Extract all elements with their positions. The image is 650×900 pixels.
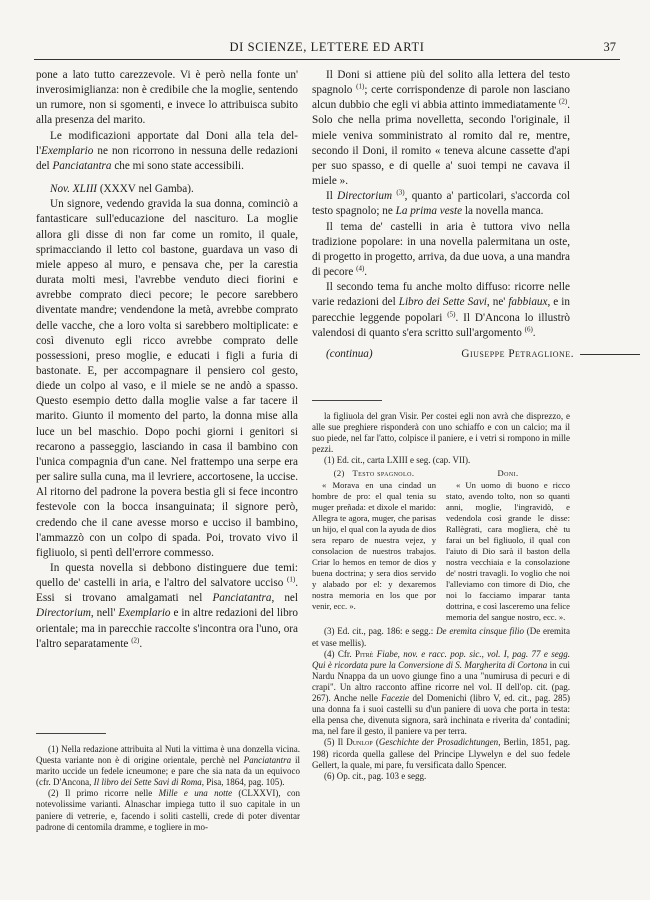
text-run-italic: fabbiaux xyxy=(508,296,548,309)
text-run: Il Doni si attiene più del solito alla lettera del testo spagnolo xyxy=(312,69,570,97)
text-run-italic: La prima veste xyxy=(395,205,463,218)
text-run-italic: Exemplario xyxy=(41,144,94,157)
left-column xyxy=(36,68,298,652)
text-run-italic: Fiabe, nov. e racc. pop. sic., vol. I, pag. 77 e segg. Qui è ricordata pure la xyxy=(312,648,570,670)
paragraph xyxy=(36,561,298,652)
right-footnotes xyxy=(312,400,570,782)
heading-doni: Doni. xyxy=(497,468,519,479)
text-run-italic: De eremita cinsque filio xyxy=(436,626,524,637)
paragraph xyxy=(36,129,298,174)
footnote-rule xyxy=(36,733,106,734)
text-run-italic: Geschichte der Prosadichtungen xyxy=(378,737,499,748)
text-run: . xyxy=(364,266,368,279)
text-run: . xyxy=(139,637,143,650)
footnote xyxy=(312,737,570,770)
text-run: Il secondo tema fu anche molto diffuso: ricorre nelle varie redazioni del xyxy=(312,281,570,309)
continua-note: (continua) xyxy=(326,347,373,360)
page-number: 37 xyxy=(603,40,616,54)
left-footnotes xyxy=(36,733,300,833)
doni-text-column xyxy=(446,468,570,623)
text-run-italic: Libro dei Sette Savi xyxy=(398,296,487,309)
text-run: in cui Nardu Nnappa da un uovo giunge fino a una "numirusa di pecuri e di crapi". Un altro racconto affine ricorre nel vol. II dell'op. cit. (pag. 267). Anche nelle xyxy=(312,659,571,704)
text-run: , Pisa, 1864, pag. 105). xyxy=(201,777,285,788)
parallel-columns xyxy=(312,468,570,623)
text-run-italic: Panciatantra xyxy=(243,755,292,766)
text-run-italic: Directorium xyxy=(337,190,393,203)
footnote-ref: (6) xyxy=(524,324,533,333)
spanish-quote: « Morava en una cindad un hombre de pro: el qual tenia su muger preñada: et dixole el marido: Allegra te agora, muger, che parisas un hijo, el qual con la ayuda de dios sera reparo de nuestra vejez, y consolacion de nuestros trabajos. Criar lo hemos en temor de dios y buena doctrina; y sera dios servido y alabado por el: y dexaremos nostra memoria en los que por venir, ecc. ». xyxy=(312,480,436,612)
paragraph xyxy=(312,280,570,341)
footnote xyxy=(36,744,300,788)
footnote-rule xyxy=(312,400,382,401)
text-run: Il tema de' castelli in aria è tuttora vivo nella tradizione popolare: in una novella palermitana un oste, di progetto in progetto, arriva, da due uova, a una mandra di pecore xyxy=(312,220,570,279)
paragraph: pone a lato tutto carezzevole. Vi è però nella fonte un' inverosimiglianza: non è credibile che la moglie, sentendo un rumore, non si sgomenti, e invece lo attribuisca subito alla presenza del marito. xyxy=(36,69,298,127)
running-header xyxy=(34,40,620,62)
text-run: In questa novella si debbono distinguere due temi: quello de' castelli in aria, e l'altro del salvatore ucciso xyxy=(36,562,298,590)
text-run: (1) Nella redazione attribuita al Nuti la vittima è una donzella vicina. Questa variante non è di origine orientale, perchè nel xyxy=(36,744,300,766)
text-run: ne non ricorrono in nessuna delle redazioni del xyxy=(36,144,298,172)
novella-number: Nov. XLIII xyxy=(50,183,98,196)
footnote-ref: (4) xyxy=(356,264,365,273)
text-run: . Solo che nella prima novelletta, secondo l'originale, il miele veniva somministrato al romito dal re, mentre, secondo il Doni, il romito « teneva alcune cassette d'api per suo spasso, e di quelle a' suoi tempi ne cavava il miele ». xyxy=(312,99,570,188)
text-run: , Berlin, 1851, pag. 198) ricorda quella gallese del Principe Llywelyn e del suo fedele Gellert, la quale, mi pare, fu versificata dallo Spencer. xyxy=(312,737,570,770)
footnote-ref: (1) xyxy=(356,82,365,91)
footnote: (1) Ed. cit., carta LXIII e seg. (cap. VII). xyxy=(324,455,471,466)
text-run: , quanto a' particolari, s'accorda col testo spagnolo; ne xyxy=(312,190,571,218)
running-title: DI SCIENZE, LETTERE ED ARTI xyxy=(229,40,425,54)
text-run-italic: Panciatantra xyxy=(52,159,112,172)
text-run: e in altre redazioni del libro orientale; ma in parecchie raccolte s'incontra ora l'uno, ora l'altro separatamente xyxy=(36,607,298,650)
text-run-smallcaps: Dunlop xyxy=(346,737,373,748)
text-run: , nel xyxy=(271,592,299,605)
text-run: (De eremita et vase mellis). xyxy=(312,626,570,648)
footnote-continuation: la figliuola del gran Visir. Per costei egli non avrà che disprezzo, e alle sue preghiere risponderà con uno schiaffo e con un calcio; ma il suo piede, nel far l'atto, colpisce il paniere, e i vetri si rompono in mille pezzi. xyxy=(312,411,570,455)
text-run: . Il D'Ancona lo illustrò valendosi di quanto s'era scritto sull'argomento xyxy=(312,311,571,339)
novella-reference: (XXXV nel Gamba). xyxy=(97,183,194,196)
paragraph xyxy=(312,189,570,219)
footnote xyxy=(36,788,300,832)
signature-row xyxy=(312,347,574,367)
footnote: (6) Op. cit., pag. 103 e segg. xyxy=(324,770,427,781)
footnote xyxy=(312,649,570,738)
text-run: il marito uccide un fedele icneumone; e pare che sia nata da un equivoco (cfr. D'Ancona, xyxy=(36,755,300,788)
footnote-ref: (5) xyxy=(447,309,456,318)
text-run: (CLXXVI), con notevolissime varianti. Alnaschar impiega tutto il suo capitale in un paniere di vetrerie, e, facendo i soliti castelli, crede di poter diventar padrone di centomila dramme, e togliere in mo- xyxy=(36,788,300,832)
footnote-ref: (1) xyxy=(287,575,296,584)
text-run-italic: Exemplario xyxy=(118,607,171,620)
text-run: Le modificazioni apportate dal Doni alla tela del-l' xyxy=(36,129,298,157)
author-signature: Giuseppe Petraglione. xyxy=(461,347,574,360)
text-run-italic: Directorium xyxy=(36,607,91,620)
text-run-italic: Panciatantra xyxy=(212,592,272,605)
text-run: Il xyxy=(326,190,338,203)
paragraph: Un signore, vedendo gravida la sua donna, cominciò a fantasticare sull'educazione del nascituro. La moglie allora gli disse di non far come un romito, il quale, sprimacciando il letto col bastone, guardava un vaso di miele appeso al muro, e pensava che, per la carestia durata molti mesi, l'avrebbe venduto dieci fiorini e avrebbe comprato dieci pecore; le pecore sarebbero diventate mandre; vendendone la metà, avrebbe comprato delle vacche, che a loro volta si sarebbero moltiplicate: e così divenuto egli ricco avrebbe comprato delle possessioni, preso moglie, e educati i figli a furia di bastonate. E, per accompagnare il pensiero col gesto, diede un colpo al vaso, e il miele se ne andò a spasso. Questo esempio detto dalla moglie valse a far tacere il marito. Giunto il momento del parto, la donna mise alla luce un bel maschio. Dopo pochi giorni i genitori si recarono a passeggio, lasciando in casa il bambino con l'unica compagnia d'un cane. Nel frattempo una serpe era per salire sulla cuna, ma il levriere, accortosene, la uccise. Al ritorno del padrone la povera bestia gli si fece incontro festevole con la bocca insanguinata; il signore però, credendo che il cane avesse morso e ucciso il bambino, l'ammazzò con un colpo di spada. Poi, trovato vivo il figliuolo, si pentì dell'errore commesso. xyxy=(36,198,298,559)
footnote-ref: (3) xyxy=(396,188,405,197)
text-run-italic: Facezie xyxy=(381,693,410,704)
text-run: (4) Cfr. xyxy=(324,648,355,659)
text-run: . Essi si trovano amalgamati nel xyxy=(36,577,298,605)
text-run: , e in parecchie leggende popolari xyxy=(312,296,570,324)
text-run: , nell' xyxy=(90,607,119,620)
text-run: ; certe corrispondenze di parole non lasciano alcun dubbio che egli vi abbia attinto immediatamente xyxy=(312,84,570,112)
text-run: , ne' xyxy=(486,296,509,309)
text-run-italic: Mille e una notte xyxy=(158,788,233,799)
text-run: la novella manca. xyxy=(462,205,544,218)
text-run-smallcaps: Pitrè xyxy=(354,648,374,659)
heading-spanish: Testo spagnolo. xyxy=(352,468,415,479)
parallel-heading xyxy=(312,468,436,478)
footnote-ref: (2) xyxy=(559,97,568,106)
spanish-text-column xyxy=(312,468,436,623)
text-run: (3) Ed. cit., pag. 186: e segg.: xyxy=(324,626,437,637)
text-run: (2) Il primo ricorre nelle xyxy=(48,788,159,799)
header-rule xyxy=(34,59,620,60)
text-run: . xyxy=(532,326,536,339)
right-column xyxy=(312,68,574,367)
text-run-italic: Conversione di S. Margherita di Cortona xyxy=(398,659,548,670)
text-run: ( xyxy=(372,737,379,748)
text-run: (5) Il xyxy=(324,737,347,748)
text-run-italic: Il libro dei Sette Savi di Roma xyxy=(93,777,202,788)
paragraph xyxy=(312,68,570,189)
text-run: che mi sono state accessibili. xyxy=(111,159,244,172)
doni-quote: « Un uomo di buono e ricco stato, avendo tolto, non so quanti anni, moglie, l'ingravidò, e vedendola così grande le disse: Rallègrati, cara mogliera, chè tu farai un bel figliuolo, il qual con l'aiuto di Dio sarà il baston della nostra vecchiaia e la consolazione de' nostri travagli. Io voglio che noi l'alleviamo con timore di Dio, che noi lo facciamo imparar tanta dottrina, e così lasceremo una felice memoria del sangue nostro, ecc. ». xyxy=(446,480,570,623)
footnote xyxy=(312,626,570,648)
novella-heading xyxy=(36,182,298,197)
end-rule xyxy=(580,354,640,355)
paragraph xyxy=(312,220,570,281)
footnote-number: (2) xyxy=(333,468,345,479)
footnote-parallel-texts xyxy=(312,468,570,623)
text-run: del Domenichi (libro V, ed. cit., pag. 285) una donna fa i suoi castelli su d'un paniere di uova che porta in testa: ella pensa che, divenuta signora, sarà inchinata e riverita da' contadini; ma, nel fare il gesto, il paniere va per terra. xyxy=(312,693,570,737)
footnote-ref: (2) xyxy=(131,636,140,645)
